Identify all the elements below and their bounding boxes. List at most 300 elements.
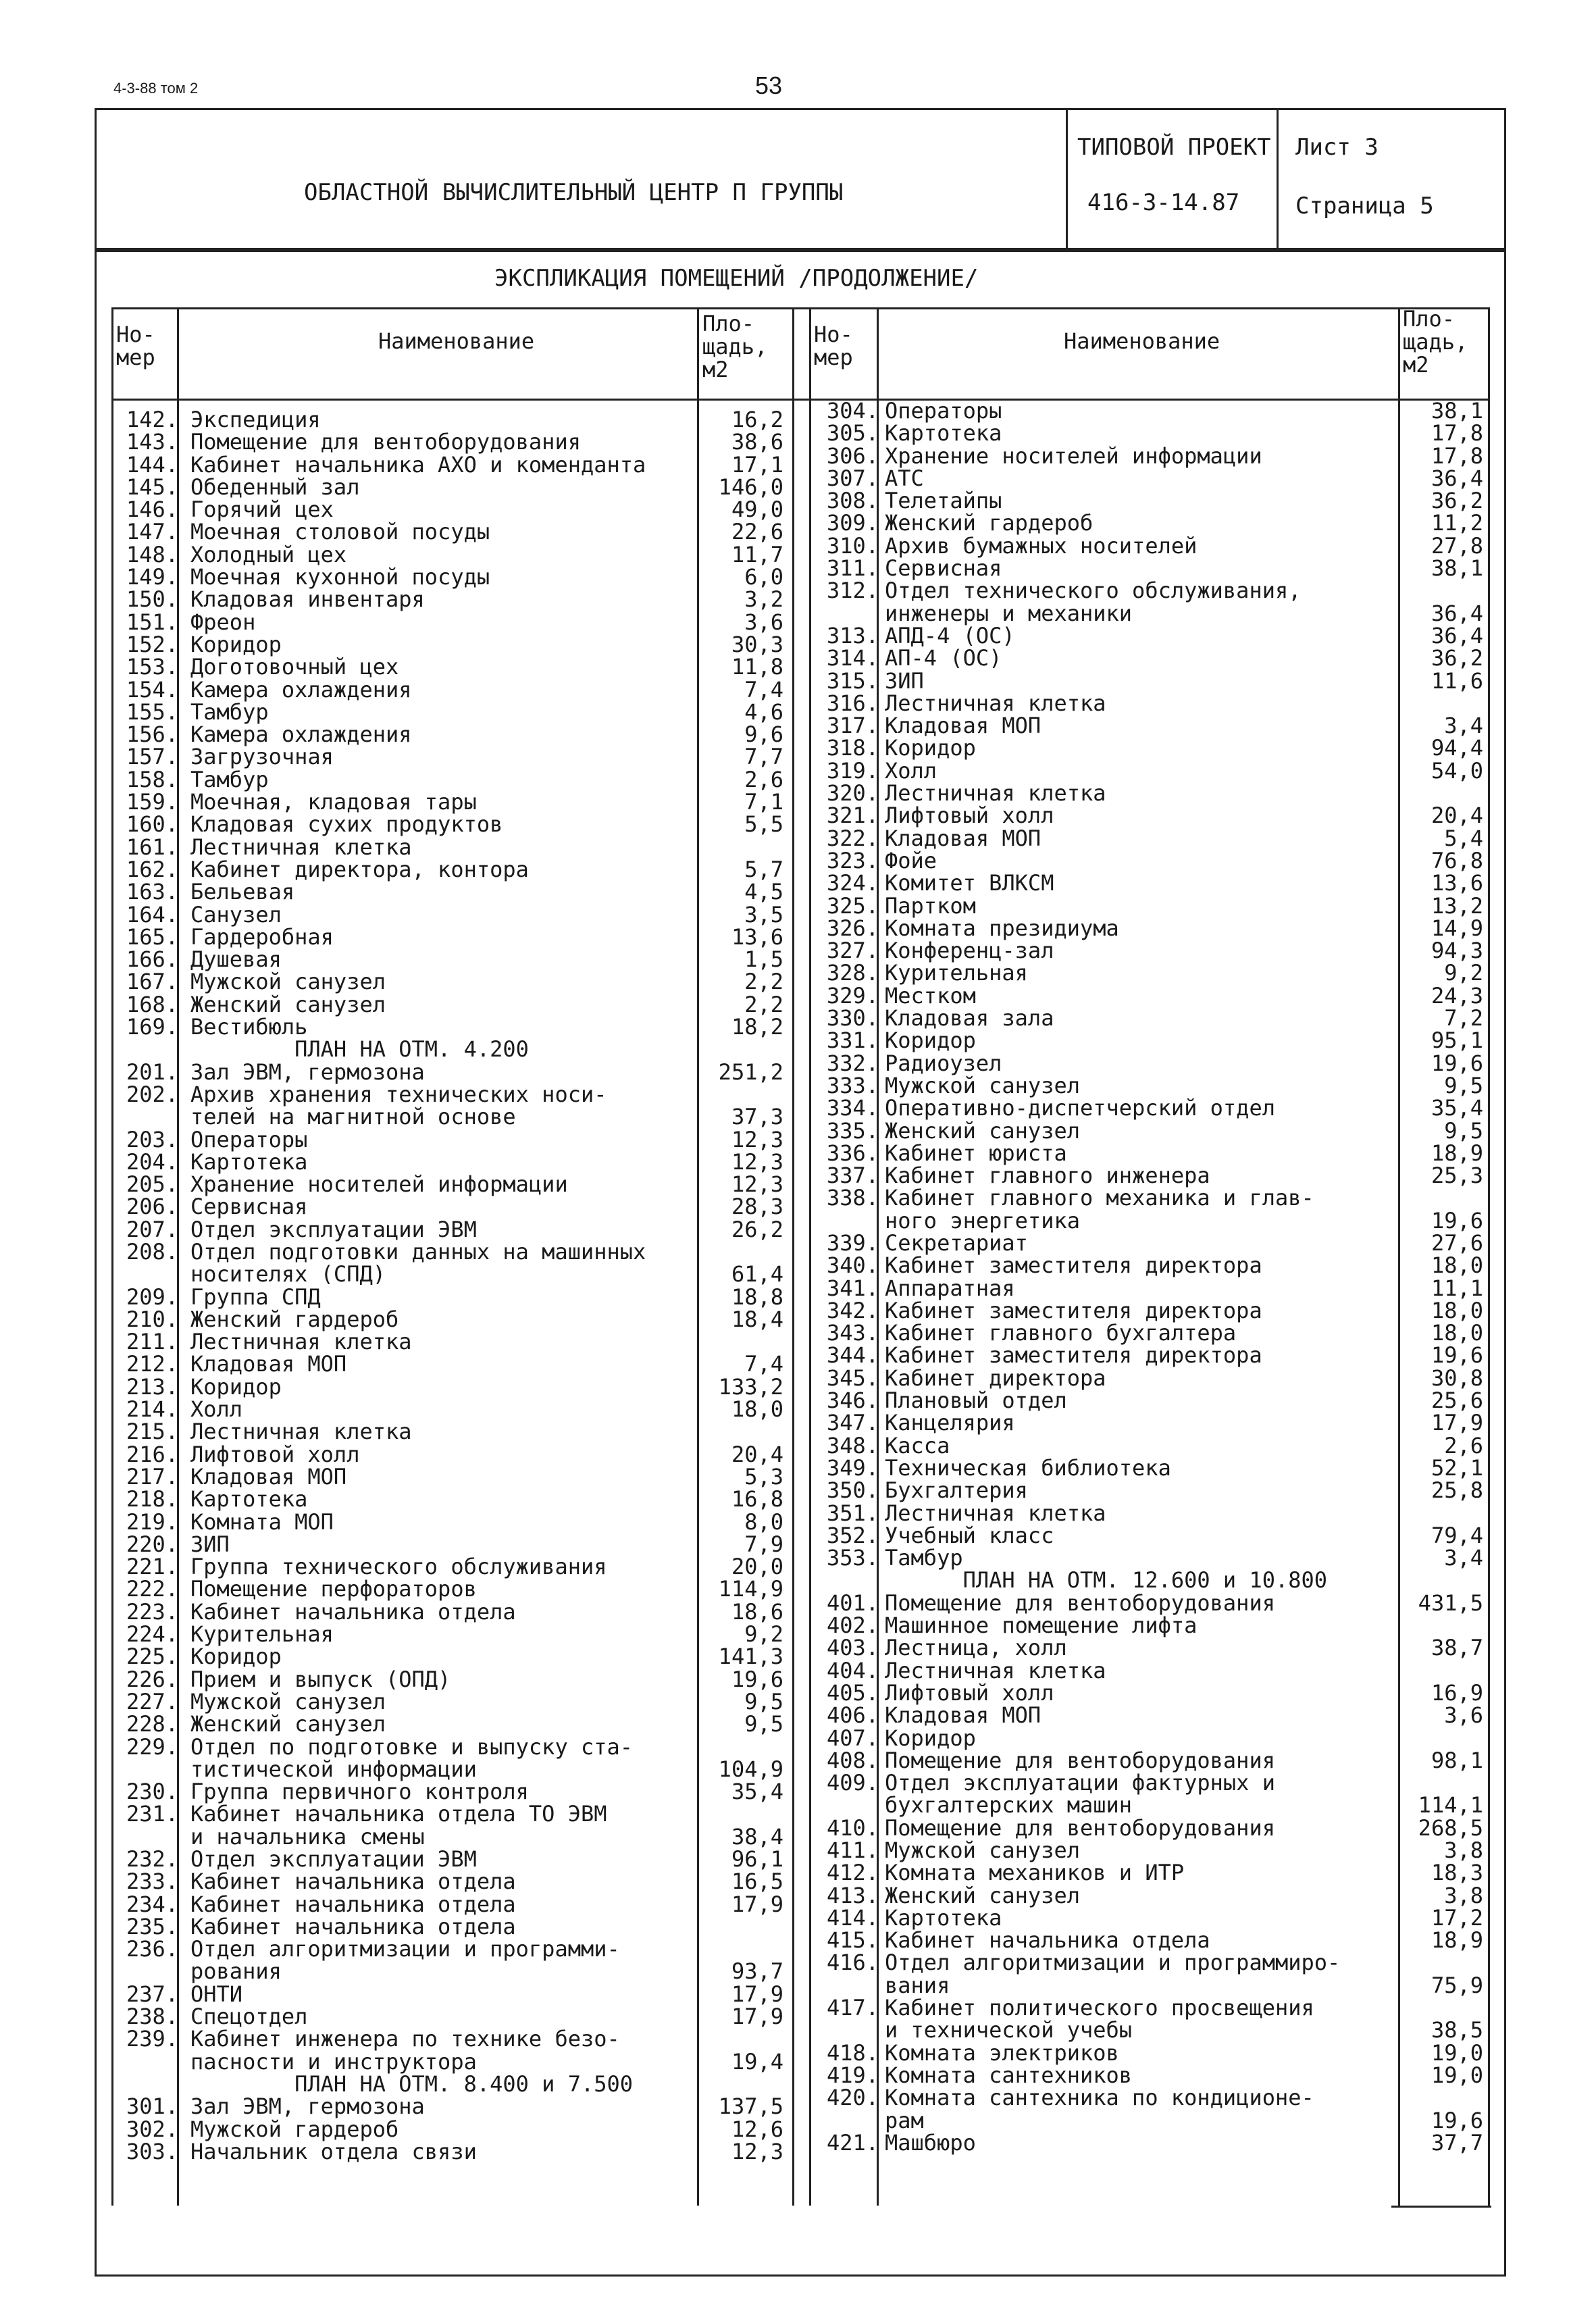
title-divider-1 xyxy=(1066,108,1068,250)
left-row-num: 145. xyxy=(126,474,178,500)
right-row-area: 25,8 xyxy=(1431,1477,1483,1504)
left-row-area xyxy=(702,1038,783,1061)
left-row-area: 6,0 xyxy=(744,564,783,590)
left-row-area: 104,9 xyxy=(718,1756,783,1782)
right-row-num: 352. xyxy=(826,1522,879,1548)
left-row-num: 168. xyxy=(126,991,178,1017)
org-title: ОБЛАСТНОЙ ВЫЧИСЛИТЕЛЬНЫЙ ЦЕНТР П ГРУППЫ xyxy=(304,179,844,206)
right-number-column xyxy=(814,400,879,2154)
right-row-num: 421. xyxy=(826,2129,879,2156)
title-divider-2 xyxy=(1277,108,1279,250)
right-row-name: Сервисная xyxy=(885,555,1002,582)
left-number-column xyxy=(116,409,178,2163)
left-row-name: тистической информации xyxy=(190,1756,477,1782)
right-row-name: Отдел алгоритмизации и программиро- xyxy=(885,1950,1341,1976)
right-row-num: 311. xyxy=(826,555,879,582)
right-row-area: 3,4 xyxy=(1444,1545,1483,1571)
left-row-num: 224. xyxy=(126,1621,178,1648)
right-row-name: Кабинет политического просвещения xyxy=(885,1995,1314,2021)
right-row-area: 36,2 xyxy=(1431,488,1483,514)
right-row-num: 417. xyxy=(826,1995,879,2021)
left-row-num: 161. xyxy=(126,834,178,860)
right-row-area: 38,1 xyxy=(1431,398,1483,424)
right-row-name: ЗИП xyxy=(885,667,924,694)
right-row-area: 11,6 xyxy=(1431,667,1483,694)
right-row-area xyxy=(1404,1997,1483,2019)
left-row-num: 301. xyxy=(126,2093,178,2120)
left-row-num: 144. xyxy=(126,451,178,478)
left-row-area: 12,3 xyxy=(731,2138,783,2164)
left-row-area: 7,7 xyxy=(744,744,783,770)
left-header-name: Наименование xyxy=(378,328,535,354)
right-row-name: Помещение для вентоборудования xyxy=(885,1747,1275,1773)
left-row-area: 18,0 xyxy=(731,1396,783,1423)
right-row-area xyxy=(1404,1187,1483,1209)
right-row-num xyxy=(814,1975,879,1997)
left-row-name: Картотека xyxy=(190,1486,308,1513)
left-row-area: 3,5 xyxy=(744,901,783,927)
left-row-num: 148. xyxy=(126,541,178,567)
right-row-num: 345. xyxy=(826,1365,879,1391)
right-row-name: Кабинет заместителя директора xyxy=(885,1342,1262,1369)
right-row-num: 319. xyxy=(826,757,879,784)
left-row-num: 204. xyxy=(126,1148,178,1175)
right-row-area: 9,5 xyxy=(1444,1117,1483,1144)
right-row-name: Лифтовый холл xyxy=(885,803,1054,829)
right-row-name: Коридор xyxy=(885,1027,976,1054)
right-row-area: 35,4 xyxy=(1431,1095,1483,1121)
left-row-area: 251,2 xyxy=(718,1059,783,1085)
right-row-num: 322. xyxy=(826,825,879,851)
right-row-num: 306. xyxy=(826,442,879,469)
right-row-num: 404. xyxy=(826,1657,879,1683)
left-row-name: Камера охлаждения xyxy=(190,676,412,703)
left-row-area: 12,3 xyxy=(731,1126,783,1152)
left-row-name: и начальника смены xyxy=(190,1823,425,1850)
left-row-num: 219. xyxy=(126,1508,178,1535)
left-row-name: Прием и выпуск (ОПД) xyxy=(190,1666,451,1692)
right-row-num: 347. xyxy=(826,1410,879,1436)
right-row-area: 38,1 xyxy=(1431,555,1483,582)
right-row-num: 411. xyxy=(826,1837,879,1863)
right-row-name: Фойе xyxy=(885,847,937,873)
right-row-name: Оперативно-диспетчерский отдел xyxy=(885,1095,1275,1121)
right-row-area: 5,4 xyxy=(1444,825,1483,851)
right-row-area xyxy=(1404,1727,1483,1750)
left-row-name: Архив хранения технических носи- xyxy=(190,1081,607,1107)
right-row-num: 409. xyxy=(826,1770,879,1796)
left-row-name: Зал ЭВМ, гермозона xyxy=(190,1059,425,1085)
right-row-name: Канцелярия xyxy=(885,1410,1015,1436)
left-row-name: ОНТИ xyxy=(190,1981,243,2007)
right-row-num: 327. xyxy=(826,938,879,964)
left-row-area: 3,6 xyxy=(744,609,783,635)
right-row-area: 20,4 xyxy=(1431,803,1483,829)
left-row-name: Санузел xyxy=(190,901,282,927)
left-row-num: 234. xyxy=(126,1891,178,1917)
right-row-area: 11,2 xyxy=(1431,510,1483,536)
left-row-area: 9,6 xyxy=(744,721,783,748)
left-row-num: 216. xyxy=(126,1441,178,1467)
left-row-name: Отдел подготовки данных на машинных xyxy=(190,1238,646,1265)
right-row-area: 94,4 xyxy=(1431,735,1483,761)
right-row-num: 308. xyxy=(826,488,879,514)
right-row-name: Кабинет юриста xyxy=(885,1140,1067,1166)
left-row-name: Кабинет начальника отдела ТО ЭВМ xyxy=(190,1801,607,1827)
right-row-num xyxy=(814,2110,879,2132)
right-row-name: Машинное помещение лифта xyxy=(885,1612,1198,1639)
left-row-num: 226. xyxy=(126,1666,178,1692)
left-row-area: 4,5 xyxy=(744,879,783,905)
left-row-area xyxy=(702,1803,783,1825)
left-row-name: Курительная xyxy=(190,1621,334,1648)
left-row-name: Камера охлаждения xyxy=(190,721,412,748)
left-row-name: ПЛАН НА ОТМ. 4.200 xyxy=(190,1036,529,1063)
left-row-area: 18,2 xyxy=(731,1014,783,1040)
right-row-name: Архив бумажных носителей xyxy=(885,532,1198,559)
right-row-num: 420. xyxy=(826,2085,879,2111)
left-row-name: Группа первичного контроля xyxy=(190,1779,529,1805)
right-row-area: 17,9 xyxy=(1431,1410,1483,1436)
left-row-area: 22,6 xyxy=(731,519,783,545)
right-row-name: вания xyxy=(885,1972,950,1998)
left-row-area: 17,1 xyxy=(731,451,783,478)
left-row-num: 302. xyxy=(126,2116,178,2142)
left-row-name: Кабинет начальника отдела xyxy=(190,1869,516,1895)
left-row-area: 114,9 xyxy=(718,1576,783,1602)
left-row-name: Отдел по подготовке и выпуску ста- xyxy=(190,1733,634,1760)
right-row-name: бухгалтерских машин xyxy=(885,1792,1133,1819)
right-row-name: АП-4 (ОС) xyxy=(885,645,1002,671)
right-row-area xyxy=(1404,1615,1483,1637)
right-row-area: 27,6 xyxy=(1431,1229,1483,1256)
right-row-name: Кабинет главного инженера xyxy=(885,1163,1210,1189)
left-row-num: 215. xyxy=(126,1419,178,1445)
right-row-area: 13,6 xyxy=(1431,870,1483,896)
right-row-num: 338. xyxy=(826,1185,879,1211)
left-header-area: Пло- щадь, м2 xyxy=(702,311,768,382)
right-row-num: 337. xyxy=(826,1163,879,1189)
right-row-name: АТС xyxy=(885,465,924,491)
right-row-area: 7,2 xyxy=(1444,1005,1483,1032)
right-row-area: 3,4 xyxy=(1444,713,1483,739)
right-row-area: 36,4 xyxy=(1431,600,1483,626)
left-name-column xyxy=(190,409,694,2163)
left-row-area xyxy=(702,1421,783,1443)
left-row-name: Группа СПД xyxy=(190,1283,321,1310)
left-row-name: Сервисная xyxy=(190,1194,308,1220)
left-row-name: Доготовочный цех xyxy=(190,654,399,680)
right-row-name: Женский гардероб xyxy=(885,510,1093,536)
left-row-num: 142. xyxy=(126,407,178,432)
right-row-name: Лестничная клетка xyxy=(885,1657,1106,1683)
right-row-area: 13,2 xyxy=(1431,892,1483,919)
left-row-area: 3,2 xyxy=(744,586,783,613)
left-row-num: 235. xyxy=(126,1913,178,1939)
right-row-name: Лестничная клетка xyxy=(885,1500,1106,1526)
left-row-name: Картотека xyxy=(190,1148,308,1175)
left-row-num xyxy=(116,1106,178,1128)
right-row-name: инженеры и механики xyxy=(885,600,1133,626)
left-row-num xyxy=(116,1758,178,1781)
left-row-name: Женский санузел xyxy=(190,991,386,1017)
left-row-name: Коридор xyxy=(190,1373,282,1400)
right-row-area: 19,6 xyxy=(1431,1207,1483,1234)
left-row-num: 225. xyxy=(126,1644,178,1670)
right-row-area xyxy=(1404,1772,1483,1794)
right-row-name: Бухгалтерия xyxy=(885,1477,1028,1504)
left-row-area: 2,2 xyxy=(744,969,783,995)
right-row-area: 18,0 xyxy=(1431,1252,1483,1279)
right-row-area xyxy=(1404,1952,1483,1974)
left-row-num: 164. xyxy=(126,901,178,927)
project-code: 416-3-14.87 xyxy=(1087,189,1240,216)
left-row-num: 153. xyxy=(126,654,178,680)
right-row-name: Кладовая МОП xyxy=(885,1702,1041,1729)
right-row-num: 325. xyxy=(826,892,879,919)
left-row-area: 4,6 xyxy=(744,698,783,725)
left-row-area: 12,6 xyxy=(731,2116,783,2142)
left-row-name: Кабинет директора, контора xyxy=(190,856,529,882)
left-row-num: 154. xyxy=(126,676,178,703)
right-row-area: 36,2 xyxy=(1431,645,1483,671)
right-row-name: Помещение для вентоборудования xyxy=(885,1814,1275,1841)
right-row-area: 98,1 xyxy=(1431,1747,1483,1773)
right-row-num: 343. xyxy=(826,1320,879,1346)
left-row-area: 11,7 xyxy=(731,541,783,567)
right-row-area: 95,1 xyxy=(1431,1027,1483,1054)
right-row-num: 312. xyxy=(826,578,879,604)
left-row-area: 20,0 xyxy=(731,1554,783,1580)
left-row-num: 220. xyxy=(126,1531,178,1557)
right-row-num xyxy=(814,603,879,625)
right-row-name: Картотека xyxy=(885,420,1002,447)
right-row-area: 3,6 xyxy=(1444,1702,1483,1729)
right-row-area: 27,8 xyxy=(1431,532,1483,559)
right-row-name: Плановый отдел xyxy=(885,1388,1067,1414)
left-row-area: 8,0 xyxy=(744,1508,783,1535)
left-row-num: 210. xyxy=(126,1306,178,1332)
right-row-area xyxy=(1404,782,1483,805)
left-row-num: 156. xyxy=(126,721,178,748)
left-row-area: 9,5 xyxy=(744,1711,783,1737)
left-row-area: 5,7 xyxy=(744,856,783,882)
left-row-name: Кабинет начальника отдела xyxy=(190,1891,516,1917)
right-row-name: Коридор xyxy=(885,735,976,761)
page-label: Страница 5 xyxy=(1295,193,1434,220)
left-row-num: 212. xyxy=(126,1351,178,1377)
right-row-area: 76,8 xyxy=(1431,847,1483,873)
left-row-area: 49,0 xyxy=(731,497,783,523)
left-row-name: носителях (СПД) xyxy=(190,1261,386,1288)
right-row-area: 14,9 xyxy=(1431,915,1483,941)
right-row-name: АПД-4 (ОС) xyxy=(885,622,1015,649)
left-row-num: 231. xyxy=(126,1801,178,1827)
table-bottom-line xyxy=(1391,2206,1491,2208)
left-row-name: Мужской санузел xyxy=(190,1688,386,1714)
right-row-name: Кладовая МОП xyxy=(885,713,1041,739)
left-row-num: 223. xyxy=(126,1598,178,1625)
right-row-num: 309. xyxy=(826,510,879,536)
right-row-num: 416. xyxy=(826,1950,879,1976)
left-row-num xyxy=(116,1263,178,1286)
right-col-line-a xyxy=(809,307,811,2206)
left-row-num: 227. xyxy=(126,1688,178,1714)
right-row-area xyxy=(1404,1660,1483,1682)
left-row-num: 166. xyxy=(126,946,178,973)
right-row-num: 349. xyxy=(826,1454,879,1481)
right-row-area: 431,5 xyxy=(1418,1590,1483,1616)
left-row-name: Женский гардероб xyxy=(190,1306,399,1332)
left-row-area: 17,9 xyxy=(731,2004,783,2030)
right-row-num: 307. xyxy=(826,465,879,491)
right-row-num: 310. xyxy=(826,532,879,559)
right-row-area: 17,8 xyxy=(1431,420,1483,447)
right-row-num: 330. xyxy=(826,1005,879,1032)
right-row-area: 38,7 xyxy=(1431,1635,1483,1661)
left-row-area: 7,1 xyxy=(744,789,783,815)
right-row-name: Машбюро xyxy=(885,2129,976,2156)
page-number: 53 xyxy=(755,72,783,99)
right-row-area: 9,2 xyxy=(1444,960,1483,986)
right-row-num: 402. xyxy=(826,1612,879,1639)
right-row-num: 316. xyxy=(826,690,879,716)
left-row-area xyxy=(702,1736,783,1758)
right-row-name: Техническая библиотека xyxy=(885,1454,1171,1481)
right-row-name: Кладовая МОП xyxy=(885,825,1041,851)
left-row-area: 12,3 xyxy=(731,1148,783,1175)
left-row-num: 213. xyxy=(126,1373,178,1400)
left-row-area: 30,3 xyxy=(731,631,783,657)
left-row-area: 141,3 xyxy=(718,1644,783,1670)
right-row-area: 18,9 xyxy=(1431,1927,1483,1954)
left-row-num: 203. xyxy=(126,1126,178,1152)
right-row-num: 333. xyxy=(826,1072,879,1098)
left-row-area: 2,6 xyxy=(744,766,783,792)
left-row-num: 237. xyxy=(126,1981,178,2007)
right-row-num: 403. xyxy=(826,1635,879,1661)
left-row-area: 133,2 xyxy=(718,1373,783,1400)
left-row-num: 206. xyxy=(126,1194,178,1220)
left-row-area xyxy=(702,2028,783,2050)
right-row-name: Учебный класс xyxy=(885,1522,1054,1548)
left-row-name: Помещение для вентоборудования xyxy=(190,429,581,455)
right-row-area: 2,6 xyxy=(1444,1432,1483,1458)
left-row-area: 38,4 xyxy=(731,1823,783,1850)
right-col-line-c xyxy=(1398,307,1400,2206)
left-row-area xyxy=(702,2073,783,2095)
left-row-num: 233. xyxy=(126,1869,178,1895)
right-row-num: 407. xyxy=(826,1725,879,1751)
right-row-area: 19,6 xyxy=(1431,2107,1483,2133)
left-row-area: 13,6 xyxy=(731,923,783,950)
right-row-num: 324. xyxy=(826,870,879,896)
right-row-num: 413. xyxy=(826,1882,879,1908)
right-row-num: 320. xyxy=(826,780,879,807)
left-row-num: 149. xyxy=(126,564,178,590)
right-row-area: 3,8 xyxy=(1444,1837,1483,1863)
right-row-name: Конференц-зал xyxy=(885,938,1054,964)
right-row-area xyxy=(1404,2087,1483,2109)
table-top-line xyxy=(111,307,1489,309)
left-row-name: Горячий цех xyxy=(190,497,334,523)
left-row-name: Гардеробная xyxy=(190,923,334,950)
left-row-num xyxy=(116,2051,178,2073)
right-row-area: 24,3 xyxy=(1431,982,1483,1009)
right-row-area: 37,7 xyxy=(1431,2129,1483,2156)
right-row-name: Коридор xyxy=(885,1725,976,1751)
right-row-num: 408. xyxy=(826,1747,879,1773)
left-row-area: 7,4 xyxy=(744,1351,783,1377)
left-row-area: 96,1 xyxy=(731,1846,783,1872)
right-row-name: и технической учебы xyxy=(885,2017,1133,2043)
left-row-num: 239. xyxy=(126,2026,178,2052)
right-row-name: Лестница, холл xyxy=(885,1635,1067,1661)
right-row-name: рам xyxy=(885,2107,924,2133)
right-header-name: Наименование xyxy=(1064,328,1220,354)
left-row-area: 19,4 xyxy=(731,2048,783,2075)
right-row-area: 75,9 xyxy=(1431,1972,1483,1998)
right-name-column xyxy=(885,400,1395,2154)
left-row-area: 11,8 xyxy=(731,654,783,680)
right-row-name: Хранение носителей информации xyxy=(885,442,1262,469)
right-row-name: Операторы xyxy=(885,398,1002,424)
table-title: ЭКСПЛИКАЦИЯ ПОМЕЩЕНИЙ /ПРОДОЛЖЕНИЕ/ xyxy=(494,265,979,292)
left-row-num: 236. xyxy=(126,1936,178,1962)
right-row-area: 114,1 xyxy=(1418,1792,1483,1819)
right-row-num xyxy=(814,1210,879,1232)
left-row-area: 61,4 xyxy=(731,1261,783,1288)
right-row-area: 17,8 xyxy=(1431,442,1483,469)
left-row-num: 155. xyxy=(126,698,178,725)
left-row-area: 19,6 xyxy=(731,1666,783,1692)
left-row-name: Операторы xyxy=(190,1126,308,1152)
right-row-num: 410. xyxy=(826,1814,879,1841)
left-row-area: 2,2 xyxy=(744,991,783,1017)
left-row-name: Комната МОП xyxy=(190,1508,334,1535)
right-row-num: 315. xyxy=(826,667,879,694)
left-row-area: 37,3 xyxy=(731,1104,783,1130)
left-row-area xyxy=(702,1241,783,1263)
left-row-num: 162. xyxy=(126,856,178,882)
right-row-num: 344. xyxy=(826,1342,879,1369)
left-row-num: 214. xyxy=(126,1396,178,1423)
left-row-num xyxy=(116,1038,178,1061)
right-row-name: Секретариат xyxy=(885,1229,1028,1256)
left-row-name: Отдел алгоритмизации и программи- xyxy=(190,1936,620,1962)
left-row-num: 205. xyxy=(126,1171,178,1198)
right-row-name: ного энергетика xyxy=(885,1207,1080,1234)
right-row-name: Комната сантехника по кондиционе- xyxy=(885,2085,1314,2111)
left-row-area: 9,2 xyxy=(744,1621,783,1648)
left-row-num: 207. xyxy=(126,1216,178,1242)
left-row-area: 137,5 xyxy=(718,2093,783,2120)
right-row-name: Тамбур xyxy=(885,1545,963,1571)
left-row-name: рования xyxy=(190,1958,282,1985)
left-row-num: 218. xyxy=(126,1486,178,1513)
left-row-num: 157. xyxy=(126,744,178,770)
right-row-num: 341. xyxy=(826,1275,879,1301)
left-row-name: ЗИП xyxy=(190,1531,230,1557)
right-col-line-d xyxy=(1488,307,1490,2206)
right-row-area: 18,3 xyxy=(1431,1860,1483,1886)
left-row-name: Спецотдел xyxy=(190,2004,308,2030)
right-row-name: Комната сантехников xyxy=(885,2062,1133,2088)
right-row-name: Лестничная клетка xyxy=(885,780,1106,807)
right-area-column xyxy=(1404,400,1483,2154)
left-row-num: 165. xyxy=(126,923,178,950)
right-row-name: Отдел технического обслуживания, xyxy=(885,578,1302,604)
